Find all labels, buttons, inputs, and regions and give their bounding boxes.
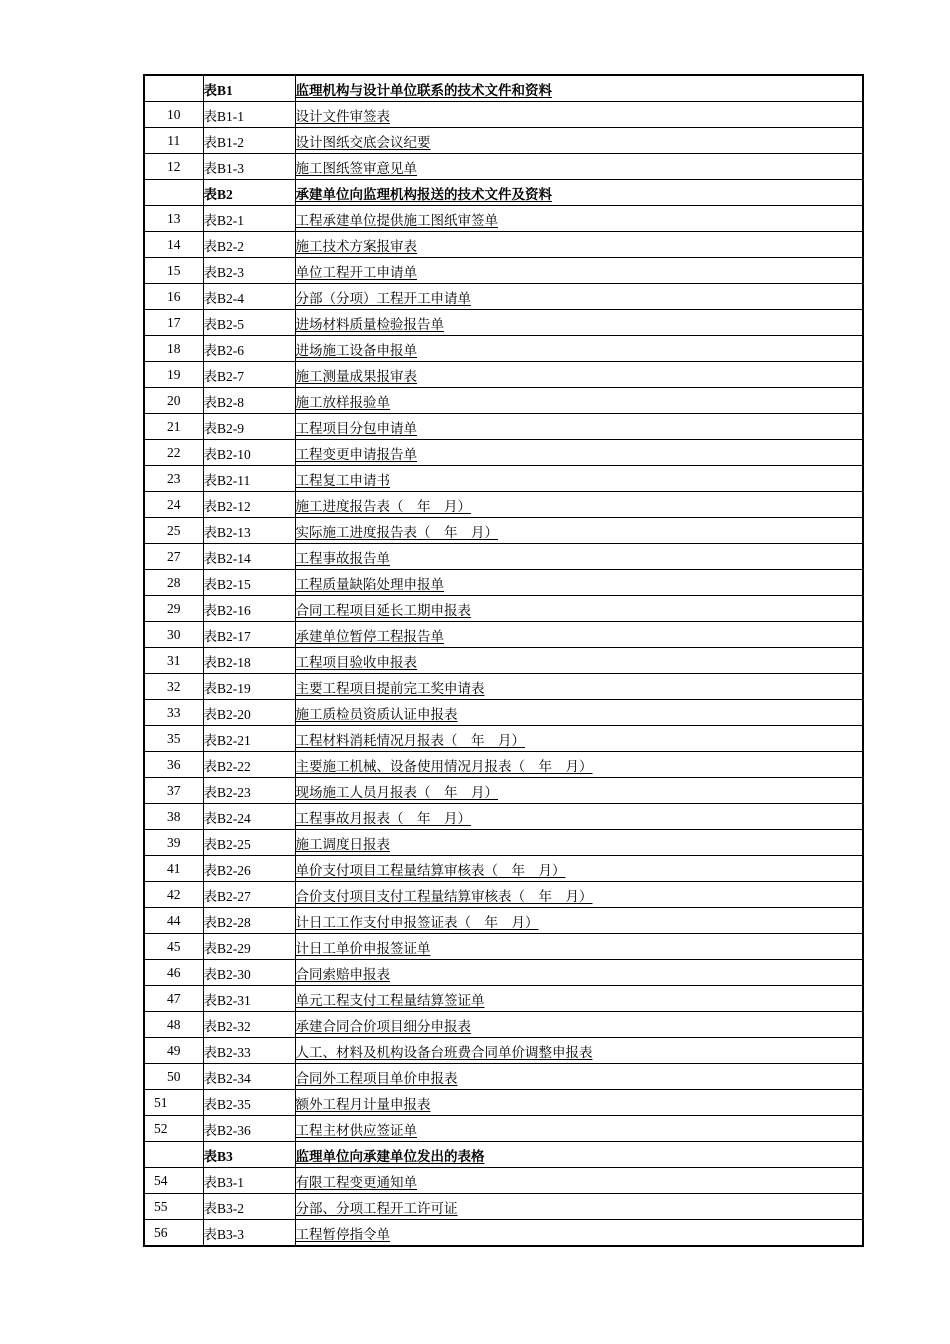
row-number xyxy=(144,1142,203,1168)
row-number: 18 xyxy=(144,336,203,362)
table-row xyxy=(144,726,863,752)
table-row xyxy=(144,622,863,648)
row-number: 10 xyxy=(144,102,203,128)
form-title: 工程质量缺陷处理申报单 xyxy=(295,576,444,592)
form-title-cell xyxy=(295,986,863,1012)
table-row xyxy=(144,1012,863,1038)
table-row xyxy=(144,986,863,1012)
row-number: 44 xyxy=(144,908,203,934)
form-title-cell xyxy=(295,674,863,700)
form-title-cell xyxy=(295,830,863,856)
form-code: 表B1-2 xyxy=(203,128,295,154)
table-row xyxy=(144,362,863,388)
form-code: 表B2-36 xyxy=(203,1116,295,1142)
form-index-table xyxy=(143,74,864,1247)
row-number: 28 xyxy=(144,570,203,596)
form-title-cell xyxy=(295,492,863,518)
form-code: 表B2-12 xyxy=(203,492,295,518)
table-row xyxy=(144,1090,863,1116)
form-code: 表B2-20 xyxy=(203,700,295,726)
form-title-cell xyxy=(295,856,863,882)
table-row xyxy=(144,1220,863,1247)
form-title-cell xyxy=(295,752,863,778)
form-title: 合同外工程项目单价申报表 xyxy=(295,1070,458,1086)
form-title: 工程主材供应签证单 xyxy=(295,1122,417,1138)
form-title: 合同索赔申报表 xyxy=(295,966,390,982)
table-row xyxy=(144,934,863,960)
table-row xyxy=(144,1194,863,1220)
form-code: 表B2-6 xyxy=(203,336,295,362)
form-title-cell xyxy=(295,1168,863,1194)
row-number: 14 xyxy=(144,232,203,258)
form-title-cell xyxy=(295,882,863,908)
form-code: 表B2-4 xyxy=(203,284,295,310)
table-row xyxy=(144,1038,863,1064)
table-row xyxy=(144,1116,863,1142)
form-title: 承建单位暂停工程报告单 xyxy=(295,628,444,644)
form-title: 施工质检员资质认证申报表 xyxy=(295,706,458,722)
row-number: 31 xyxy=(144,648,203,674)
table-row xyxy=(144,882,863,908)
form-code: 表B2-24 xyxy=(203,804,295,830)
form-code: 表B1-3 xyxy=(203,154,295,180)
table-row xyxy=(144,310,863,336)
form-title: 工程项目分包申请单 xyxy=(295,420,417,436)
form-title: 单价支付项目工程量结算审核表（ 年 月） xyxy=(295,862,566,878)
form-title: 工程事故报告单 xyxy=(295,550,390,566)
form-code: 表B2-3 xyxy=(203,258,295,284)
table-row xyxy=(144,440,863,466)
form-title-cell xyxy=(295,648,863,674)
row-number: 22 xyxy=(144,440,203,466)
form-title: 施工放样报验单 xyxy=(295,394,390,410)
form-title-cell xyxy=(295,908,863,934)
form-code: 表B3-2 xyxy=(203,1194,295,1220)
form-code: 表B1 xyxy=(203,75,295,102)
row-number: 47 xyxy=(144,986,203,1012)
form-title: 额外工程月计量申报表 xyxy=(295,1096,431,1112)
form-title: 设计文件审签表 xyxy=(295,108,390,124)
form-code: 表B2-7 xyxy=(203,362,295,388)
table-row xyxy=(144,154,863,180)
form-title-cell xyxy=(295,700,863,726)
row-number: 37 xyxy=(144,778,203,804)
form-title-cell xyxy=(295,388,863,414)
form-title: 现场施工人员月报表（ 年 月） xyxy=(295,784,498,800)
table-row xyxy=(144,960,863,986)
form-title: 人工、材料及机构设备台班费合同单价调整申报表 xyxy=(295,1044,593,1060)
form-title-cell xyxy=(295,310,863,336)
form-code: 表B2-16 xyxy=(203,596,295,622)
table-row xyxy=(144,1064,863,1090)
table-body xyxy=(144,75,863,1246)
form-title: 监理机构与设计单位联系的技术文件和资料 xyxy=(295,82,552,98)
form-code: 表B2-1 xyxy=(203,206,295,232)
form-title: 工程复工申请书 xyxy=(295,472,390,488)
form-code: 表B2-11 xyxy=(203,466,295,492)
form-code: 表B2-9 xyxy=(203,414,295,440)
form-title: 施工调度日报表 xyxy=(295,836,390,852)
table-row xyxy=(144,466,863,492)
form-title: 合价支付项目支付工程量结算审核表（ 年 月） xyxy=(295,888,593,904)
form-title: 承建单位向监理机构报送的技术文件及资料 xyxy=(295,186,552,202)
form-code: 表B2-35 xyxy=(203,1090,295,1116)
row-number: 21 xyxy=(144,414,203,440)
row-number: 29 xyxy=(144,596,203,622)
row-number: 13 xyxy=(144,206,203,232)
form-code: 表B3-1 xyxy=(203,1168,295,1194)
form-code: 表B2-5 xyxy=(203,310,295,336)
form-code: 表B2-33 xyxy=(203,1038,295,1064)
form-code: 表B2-30 xyxy=(203,960,295,986)
row-number: 55 xyxy=(144,1194,203,1220)
form-title-cell xyxy=(295,336,863,362)
table-row xyxy=(144,544,863,570)
form-code: 表B2-27 xyxy=(203,882,295,908)
table-row xyxy=(144,388,863,414)
form-title-cell xyxy=(295,622,863,648)
table-row xyxy=(144,284,863,310)
form-title: 主要工程项目提前完工奖申请表 xyxy=(295,680,485,696)
section-header-row xyxy=(144,1142,863,1168)
form-code: 表B2-8 xyxy=(203,388,295,414)
row-number: 54 xyxy=(144,1168,203,1194)
row-number xyxy=(144,180,203,206)
form-title: 工程项目验收申报表 xyxy=(295,654,417,670)
row-number: 38 xyxy=(144,804,203,830)
form-title-cell xyxy=(295,544,863,570)
form-code: 表B2-23 xyxy=(203,778,295,804)
row-number: 39 xyxy=(144,830,203,856)
form-title-cell xyxy=(295,154,863,180)
row-number: 52 xyxy=(144,1116,203,1142)
form-title-cell xyxy=(295,206,863,232)
form-code: 表B2-29 xyxy=(203,934,295,960)
form-title: 单元工程支付工程量结算签证单 xyxy=(295,992,485,1008)
form-title-cell xyxy=(295,440,863,466)
form-title-cell xyxy=(295,466,863,492)
form-title: 施工技术方案报审表 xyxy=(295,238,417,254)
form-title: 计日工工作支付申报签证表（ 年 月） xyxy=(295,914,539,930)
row-number: 49 xyxy=(144,1038,203,1064)
table-row xyxy=(144,128,863,154)
row-number: 42 xyxy=(144,882,203,908)
table-row xyxy=(144,492,863,518)
form-title-cell xyxy=(295,570,863,596)
form-code: 表B2-31 xyxy=(203,986,295,1012)
table-row xyxy=(144,102,863,128)
form-code: 表B3 xyxy=(203,1142,295,1168)
form-title-cell xyxy=(295,102,863,128)
form-code: 表B2-22 xyxy=(203,752,295,778)
form-title-cell xyxy=(295,1116,863,1142)
row-number: 24 xyxy=(144,492,203,518)
form-title-cell xyxy=(295,1038,863,1064)
form-title: 施工图纸签审意见单 xyxy=(295,160,417,176)
form-title-cell xyxy=(295,1194,863,1220)
form-title: 工程变更申请报告单 xyxy=(295,446,417,462)
form-title: 主要施工机械、设备使用情况月报表（ 年 月） xyxy=(295,758,593,774)
form-title: 合同工程项目延长工期申报表 xyxy=(295,602,471,618)
row-number: 46 xyxy=(144,960,203,986)
row-number: 23 xyxy=(144,466,203,492)
form-title-cell xyxy=(295,1064,863,1090)
table-row xyxy=(144,700,863,726)
form-code: 表B2-17 xyxy=(203,622,295,648)
table-row xyxy=(144,596,863,622)
form-title-cell xyxy=(295,804,863,830)
table-row xyxy=(144,778,863,804)
form-title-cell xyxy=(295,362,863,388)
form-code: 表B2-15 xyxy=(203,570,295,596)
form-title-cell xyxy=(295,414,863,440)
form-code: 表B2 xyxy=(203,180,295,206)
section-header-row xyxy=(144,75,863,102)
row-number: 30 xyxy=(144,622,203,648)
form-title-cell xyxy=(295,284,863,310)
form-title: 施工测量成果报审表 xyxy=(295,368,417,384)
section-header-row xyxy=(144,180,863,206)
table-row xyxy=(144,674,863,700)
form-title-cell xyxy=(295,128,863,154)
form-title-cell xyxy=(295,596,863,622)
row-number: 35 xyxy=(144,726,203,752)
table-row xyxy=(144,804,863,830)
form-title: 工程暂停指令单 xyxy=(295,1226,390,1242)
form-code: 表B2-14 xyxy=(203,544,295,570)
form-title-cell xyxy=(295,75,863,102)
row-number: 56 xyxy=(144,1220,203,1247)
form-code: 表B2-25 xyxy=(203,830,295,856)
form-title-cell xyxy=(295,778,863,804)
table-row xyxy=(144,206,863,232)
row-number: 17 xyxy=(144,310,203,336)
table-row xyxy=(144,648,863,674)
table-row xyxy=(144,414,863,440)
row-number: 48 xyxy=(144,1012,203,1038)
form-code: 表B2-34 xyxy=(203,1064,295,1090)
form-code: 表B1-1 xyxy=(203,102,295,128)
row-number: 33 xyxy=(144,700,203,726)
form-title-cell xyxy=(295,180,863,206)
form-title: 监理单位向承建单位发出的表格 xyxy=(295,1148,485,1164)
form-title-cell xyxy=(295,1012,863,1038)
row-number: 41 xyxy=(144,856,203,882)
table-row xyxy=(144,830,863,856)
row-number: 27 xyxy=(144,544,203,570)
row-number: 15 xyxy=(144,258,203,284)
form-code: 表B2-18 xyxy=(203,648,295,674)
row-number: 16 xyxy=(144,284,203,310)
form-code: 表B3-3 xyxy=(203,1220,295,1247)
form-title-cell xyxy=(295,934,863,960)
table-row xyxy=(144,336,863,362)
row-number: 20 xyxy=(144,388,203,414)
form-title: 进场施工设备申报单 xyxy=(295,342,417,358)
row-number: 36 xyxy=(144,752,203,778)
row-number: 51 xyxy=(144,1090,203,1116)
form-title-cell xyxy=(295,1220,863,1247)
form-title: 工程材料消耗情况月报表（ 年 月） xyxy=(295,732,525,748)
form-title-cell xyxy=(295,1090,863,1116)
form-code: 表B2-10 xyxy=(203,440,295,466)
form-code: 表B2-21 xyxy=(203,726,295,752)
row-number: 45 xyxy=(144,934,203,960)
form-title: 工程事故月报表（ 年 月） xyxy=(295,810,471,826)
table-row xyxy=(144,258,863,284)
form-title: 分部（分项）工程开工申请单 xyxy=(295,290,471,306)
table-row xyxy=(144,570,863,596)
form-title: 承建合同合价项目细分申报表 xyxy=(295,1018,471,1034)
form-code: 表B2-19 xyxy=(203,674,295,700)
table-row xyxy=(144,1168,863,1194)
form-code: 表B2-26 xyxy=(203,856,295,882)
form-title: 单位工程开工申请单 xyxy=(295,264,417,280)
table-row xyxy=(144,752,863,778)
form-code: 表B2-28 xyxy=(203,908,295,934)
form-title-cell xyxy=(295,258,863,284)
table-row xyxy=(144,856,863,882)
form-title: 施工进度报告表（ 年 月） xyxy=(295,498,471,514)
form-title: 分部、分项工程开工许可证 xyxy=(295,1200,458,1216)
form-title: 实际施工进度报告表（ 年 月） xyxy=(295,524,498,540)
form-title-cell xyxy=(295,518,863,544)
form-title: 设计图纸交底会议纪要 xyxy=(295,134,431,150)
row-number: 12 xyxy=(144,154,203,180)
row-number xyxy=(144,75,203,102)
row-number: 19 xyxy=(144,362,203,388)
form-title-cell xyxy=(295,1142,863,1168)
form-title: 有限工程变更通知单 xyxy=(295,1174,417,1190)
form-title-cell xyxy=(295,960,863,986)
row-number: 25 xyxy=(144,518,203,544)
row-number: 32 xyxy=(144,674,203,700)
form-title-cell xyxy=(295,726,863,752)
table-row xyxy=(144,908,863,934)
row-number: 11 xyxy=(144,128,203,154)
table-row xyxy=(144,232,863,258)
form-title-cell xyxy=(295,232,863,258)
form-title: 工程承建单位提供施工图纸审签单 xyxy=(295,212,498,228)
form-code: 表B2-2 xyxy=(203,232,295,258)
form-code: 表B2-32 xyxy=(203,1012,295,1038)
table-row xyxy=(144,518,863,544)
row-number: 50 xyxy=(144,1064,203,1090)
form-code: 表B2-13 xyxy=(203,518,295,544)
form-title: 计日工单价申报签证单 xyxy=(295,940,431,956)
form-title: 进场材料质量检验报告单 xyxy=(295,316,444,332)
